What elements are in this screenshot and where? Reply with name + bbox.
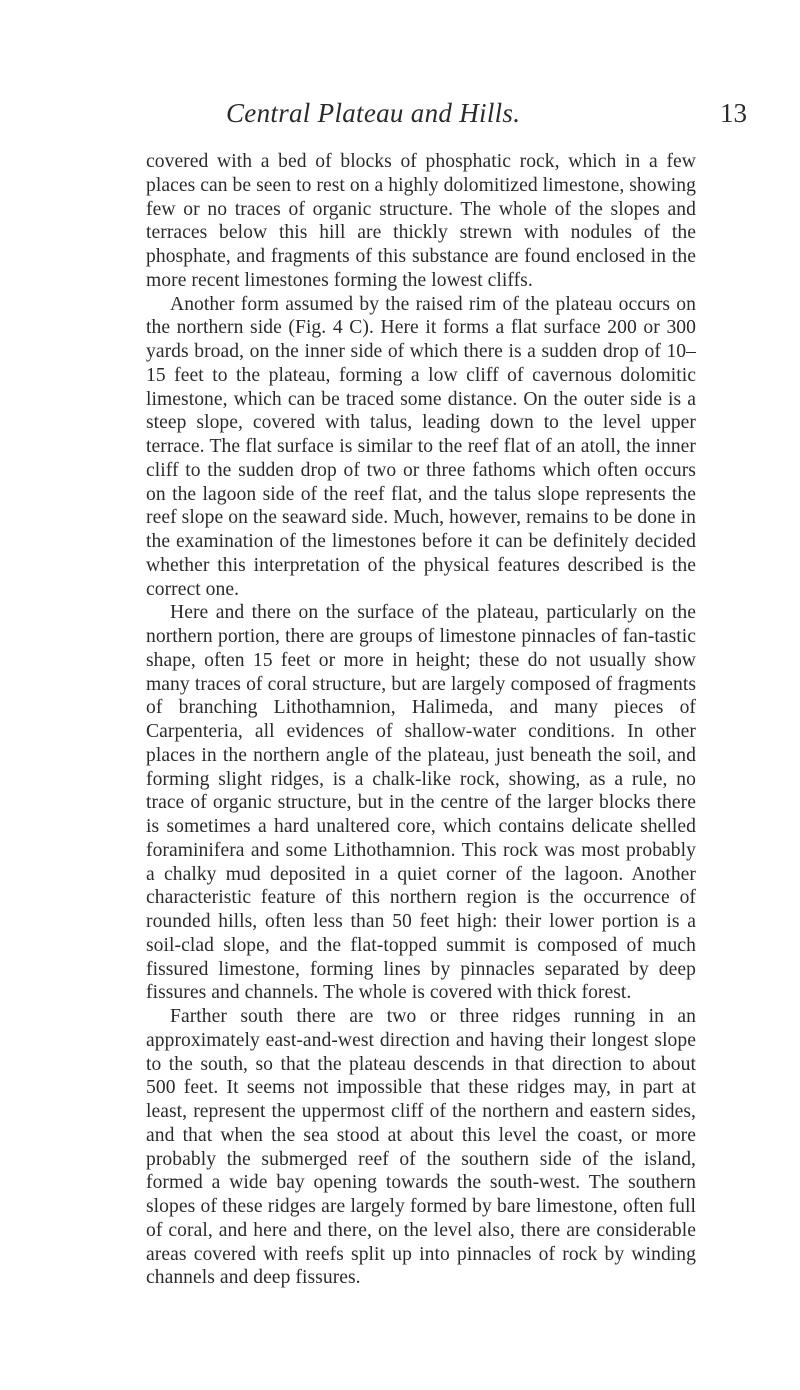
page-header [0, 98, 800, 138]
running-title: Central Plateau and Hills. [226, 98, 521, 128]
body-text [146, 150, 696, 1290]
paragraph-4: Farther south there are two or three ridges running in an approximately east-and-west direction and having their longest slope to the south, so that the plateau descends in that direction to about 500 feet. It seems not impossible that these ridges may, in part at least, represent the uppermost cliff of the northern and eastern sides, and that when the sea stood at about this level the coast, or more probably the submerged reef of the southern side of the island, formed a wide bay opening towards the south-west. The southern slopes of these ridges are largely formed by bare limestone, often full of coral, and here and there, on the level also, there are considerable areas covered with reefs split up into pinnacles of rock by winding channels and deep fissures. [146, 1006, 696, 1289]
page-number: 13 [720, 98, 747, 128]
paragraph-2: Another form assumed by the raised rim of the plateau occurs on the northern side (Fig. 4 C). Here it forms a flat surface 200 or 300 yards broad, on the inner side of which there is a sudden drop of 10–15 feet to the plateau, forming a low cliff of cavernous dolomitic limestone, which can be traced some distance. On the outer side is a steep slope, covered with talus, leading down to the level upper terrace. The flat surface is similar to the reef flat of an atoll, the inner cliff to the sudden drop of two or three fathoms which often occurs on the lagoon side of the reef flat, and the talus slope represents the reef slope on the seaward side. Much, however, remains to be done in the examination of the limestones before it can be definitely decided whether this interpretation of the physical features described is the correct one. [146, 293, 696, 600]
paragraph-3: Here and there on the surface of the plateau, particularly on the northern portion, there are groups of limestone pinnacles of fan-tastic shape, often 15 feet or more in height; these do not usually show many traces of coral structure, but are largely composed of fragments of branching Lithothamnion, Halimeda, and many pieces of Carpenteria, all evidences of shallow-water conditions. In other places in the northern angle of the plateau, just beneath the soil, and forming slight ridges, is a chalk-like rock, showing, as a rule, no trace of organic structure, but in the centre of the larger blocks there is sometimes a hard unaltered core, which contains delicate shelled foraminifera and some Lithothamnion. This rock was most probably a chalky mud deposited in a quiet corner of the lagoon. Another characteristic feature of this northern region is the occurrence of rounded hills, often less than 50 feet high: their lower portion is a soil-clad slope, and the flat-topped summit is composed of much fissured limestone, forming lines by pinnacles separated by deep fissures and channels. The whole is covered with thick forest. [146, 602, 696, 1004]
paragraph-1: covered with a bed of blocks of phosphatic rock, which in a few places can be seen to rest on a highly dolomitized limestone, showing few or no traces of organic structure. The whole of the slopes and terraces below this hill are thickly strewn with nodules of the phosphate, and fragments of this substance are found enclosed in the more recent limestones forming the lowest cliffs. [146, 151, 696, 291]
